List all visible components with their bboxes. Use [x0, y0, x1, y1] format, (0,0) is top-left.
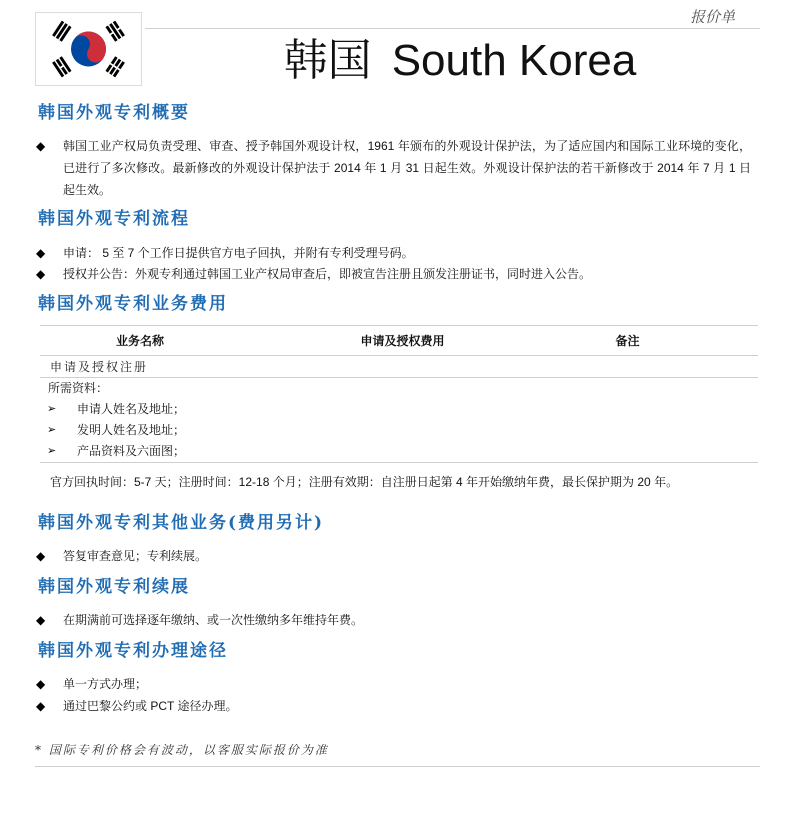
diamond-bullet-icon: ◆	[36, 246, 46, 260]
overview-paragraph-line: 已进行了多次修改。最新修改的外观设计保护法于 2014 年 1 月 31 日起生效。外观设计保护法的若干新修改于 2014 年 7 月 1 日	[63, 161, 751, 175]
table-header-border	[40, 355, 758, 356]
list-item: 授权并公告：外观专利通过韩国工业产权局审查后，即被宣告注册且颁发注册证书，同时进入公告。	[63, 267, 592, 281]
section-heading-overview: 韩国外观专利概要	[38, 103, 190, 123]
arrow-bullet-icon: ➢	[47, 402, 57, 415]
list-item: 通过巴黎公约或 PCT 途径办理。	[63, 699, 238, 713]
section-heading-fees: 韩国外观专利业务费用	[38, 294, 228, 314]
table-row-service: 申请及授权注册	[50, 360, 149, 374]
table-top-border	[40, 325, 758, 326]
page-title	[145, 36, 775, 86]
timeline-note: 官方回执时间：5-7 天；注册时间：12-18 个月；注册有效期：自注册日起第 4 年开始缴纳年费，最长保护期为 20 年。	[50, 475, 679, 489]
materials-label: 所需资料：	[48, 381, 109, 395]
table-row-border	[40, 377, 758, 378]
column-header-remark: 备注	[615, 334, 640, 348]
diamond-bullet-icon: ◆	[36, 613, 46, 627]
column-header-service: 业务名称	[115, 334, 164, 348]
materials-item: 申请人姓名及地址；	[77, 402, 186, 416]
materials-item: 产品资料及六面图；	[77, 444, 186, 458]
arrow-bullet-icon: ➢	[47, 444, 57, 457]
document-type-label: 报价单	[689, 9, 735, 26]
section-heading-process: 韩国外观专利流程	[38, 209, 190, 229]
list-item: 在期满前可选择逐年缴纳、或一次性缴纳多年维持年费。	[63, 613, 364, 627]
price-disclaimer: * 国际专利价格会有波动，以客服实际报价为准	[35, 743, 329, 757]
south-korea-flag-icon	[35, 12, 142, 86]
diamond-bullet-icon: ◆	[36, 677, 46, 691]
materials-item: 发明人姓名及地址；	[77, 423, 186, 437]
overview-paragraph-line: 起生效。	[63, 183, 112, 197]
diamond-bullet-icon: ◆	[36, 139, 46, 153]
list-item: 单一方式办理；	[63, 677, 148, 691]
diamond-bullet-icon: ◆	[36, 267, 46, 281]
section-heading-channels: 韩国外观专利办理途径	[38, 641, 228, 661]
arrow-bullet-icon: ➢	[47, 423, 57, 436]
section-heading-renewal: 韩国外观专利续展	[38, 577, 190, 597]
section-heading-other: 韩国外观专利其他业务(费用另计)	[38, 513, 325, 533]
diamond-bullet-icon: ◆	[36, 549, 46, 563]
flag-graphic	[36, 13, 141, 85]
list-item: 申请： 5 至 7 个工作日提供官方电子回执，并附有专利受理号码。	[63, 246, 414, 260]
title-chinese: 韩国	[283, 35, 372, 86]
overview-paragraph-line: 韩国工业产权局负责受理、审查、授予韩国外观设计权，1961 年颁布的外观设计保护法，为了适应国内和国际工业环境的变化，	[63, 139, 751, 153]
list-item: 答复审查意见；专利续展。	[63, 549, 208, 563]
header-rule	[145, 28, 760, 29]
column-header-fee: 申请及授权费用	[360, 334, 445, 348]
footer-rule	[35, 766, 760, 767]
table-row-border	[40, 462, 758, 463]
title-english: South Korea	[391, 36, 637, 85]
diamond-bullet-icon: ◆	[36, 699, 46, 713]
